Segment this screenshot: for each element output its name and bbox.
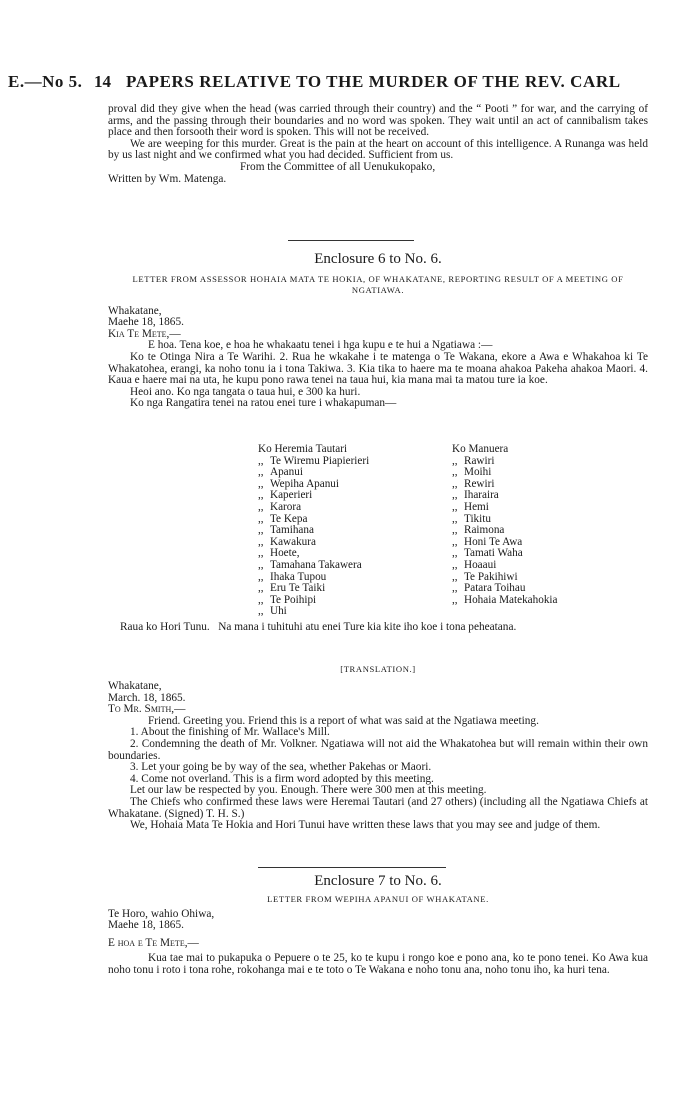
translation-salutation: To Mr. Smith,— — [108, 703, 186, 716]
enclosure-7-date: Maehe 18, 1865. — [108, 919, 184, 932]
section-divider — [288, 240, 414, 241]
closing-right: Na mana i tuhituhi atu enei Ture kia kite iho koe i tona peheatana. — [218, 621, 517, 633]
chief-name-text: Eru Te Taiki — [270, 582, 326, 595]
chief-name-text: Moihi — [464, 466, 492, 479]
chief-name-text: Rewiri — [464, 477, 495, 490]
translation-line-2: 1. About the finishing of Mr. Wallace's Mill. — [130, 726, 330, 739]
enclosure-6-subheading: LETTER FROM ASSESSOR HOHAIA MATA TE HOKIA, OF WHAKATANE, REPORTING RESULT OF A MEETING OF NGATIAWA. — [132, 273, 624, 295]
chief-name-text: Kawakura — [270, 535, 316, 548]
ditto-mark: ,, — [452, 489, 458, 502]
closing-left: Raua ko Hori Tunu. — [120, 621, 210, 633]
chief-name-text: Ko Heremia Tautari — [258, 443, 348, 455]
section-divider-2 — [258, 867, 446, 868]
chief-name-text: Karora — [270, 500, 302, 513]
chief-name-text: Te Wiremu Piapierieri — [270, 454, 370, 467]
ditto-mark: ,, — [452, 535, 458, 548]
ditto-mark: ,, — [258, 500, 264, 513]
translation-line-5: 4. Come not overland. This is a firm word adopted by this meeting. — [130, 772, 434, 785]
ditto-mark: ,, — [452, 582, 458, 595]
ditto-mark: ,, — [452, 558, 458, 571]
chief-name-text: Tikitu — [464, 512, 491, 525]
chief-name-right — [452, 595, 558, 607]
translation-place: Whakatane, — [108, 680, 162, 692]
ditto-mark: ,, — [452, 547, 458, 560]
ditto-mark: ,, — [258, 535, 264, 548]
document-reference: E.—No 5. — [8, 72, 83, 91]
intro-section — [108, 104, 648, 185]
translation-section — [108, 664, 648, 832]
chiefs-list-right — [452, 444, 558, 606]
ditto-mark: ,, — [258, 454, 264, 467]
ditto-mark: ,, — [258, 466, 264, 479]
chief-name-text: Hoete, — [270, 547, 300, 560]
enclosure-6-para-1: E hoa. Tena koe, e hoa he whakaatu tenei i hga kupu e te hui a Ngatiawa :— — [148, 339, 493, 352]
enclosure-6-para-3: Heoi ano. Ko nga tangata o taua hui, e 300 ka huri. — [130, 385, 361, 398]
chief-name-text: Te Pakihiwi — [464, 570, 518, 583]
chief-name-text: Tamati Waha — [464, 547, 523, 560]
enclosure-6-closing — [108, 622, 668, 634]
enclosure-6 — [108, 251, 648, 410]
translation-line-8: We, Hohaia Mata Te Hokia and Hori Tunui have written these laws that you may see and judge of them. — [130, 819, 601, 832]
chief-name-text: Hemi — [464, 500, 489, 513]
chief-name-left — [258, 606, 369, 618]
chief-name-text: Honi Te Awa — [464, 535, 523, 548]
ditto-mark: ,, — [258, 582, 264, 595]
translation-label: [TRANSLATION.] — [340, 664, 416, 674]
enclosure-7-subheading: LETTER FROM WEPIHA APANUI OF WHAKATANE. — [267, 893, 489, 904]
ditto-mark: ,, — [258, 558, 264, 571]
ditto-mark: ,, — [258, 477, 264, 490]
chief-name-text: Tamahana Takawera — [270, 558, 362, 571]
enclosure-6-date: Maehe 18, 1865. — [108, 316, 184, 329]
page-number: 14 — [94, 72, 111, 91]
enclosure-6-para-2: Ko te Otinga Nira a Te Warihi. 2. Rua he wkakahe i te matenga o Te Wakana, ekore a Awa e Whakahoa ki Te Whakatohea, erangi, ka noho tonu ia i tona Takiwa. 3. Kia tika to haere ma te moana ahakoa Pakeha ahakoa Maori. 4. Kaua e haere mai na uta, he kupu pono rawa tenei na taua hui, kia mana mai ta matou ture ia koe. — [108, 350, 648, 387]
chiefs-list-left — [258, 444, 369, 618]
enclosure-7-salutation: E hoa e Te Mete,— — [108, 936, 199, 949]
ditto-mark: ,, — [258, 605, 264, 618]
ditto-mark: ,, — [258, 489, 264, 502]
chief-name-text: Wepiha Apanui — [270, 477, 340, 490]
intro-paragraph-2: We are weeping for this murder. Great is the pain at the heart on account of this intelligence. A Runanga was held by us last night and we confirmed what you had decided. Sufficient from us. — [108, 137, 648, 162]
chief-name-text: Uhi — [270, 605, 287, 618]
chief-name-text: Iharaira — [464, 489, 499, 502]
translation-date: March. 18, 1865. — [108, 691, 186, 704]
enclosure-7-place: Te Horo, wahio Ohiwa, — [108, 907, 215, 920]
enclosure-6-heading: Enclosure 6 to No. 6. — [314, 251, 442, 267]
translation-line-7: The Chiefs who confirmed these laws were Heremai Tautari (and 27 others) (including all the Ngatiawa Chiefs at Whakatane. (Signed) T. H. S.) — [108, 795, 648, 820]
chief-name-text: Raimona — [464, 524, 505, 537]
ditto-mark: ,, — [452, 466, 458, 479]
chief-name-text: Patara Toihau — [464, 582, 526, 595]
chief-name-text: Te Kepa — [270, 512, 308, 525]
enclosure-7 — [108, 873, 648, 977]
enclosure-6-salutation: Kia Te Mete,— — [108, 327, 181, 340]
enclosure-6-para-4: Ko nga Rangatira tenei na ratou enei ture i whakapuman— — [130, 397, 397, 410]
chief-name-text: Ihaka Tupou — [270, 570, 327, 583]
ditto-mark: ,, — [452, 500, 458, 513]
written-by: Written by Wm. Matenga. — [108, 172, 227, 185]
chief-name-text: Rawiri — [464, 454, 495, 467]
translation-line-6: Let our law be respected by you. Enough. There were 300 men at this meeting. — [130, 784, 487, 797]
ditto-mark: ,, — [452, 477, 458, 490]
chief-name-text: Kaperieri — [270, 489, 313, 502]
intro-paragraph-1: proval did they give when the head (was carried through their country) and the “ Pooti ” for war, and the carrying of arms, and the passing through their boundaries and no word was spoken. They wait until an act of cannibalism takes place and then forsooth their word is spoken. This will not be received. — [108, 103, 648, 139]
translation-line-1: Friend. Greeting you. Friend this is a report of what was said at the Ngatiawa meeting. — [148, 714, 539, 727]
ditto-mark: ,, — [258, 547, 264, 560]
running-title: PAPERS RELATIVE TO THE MURDER OF THE REV. CARL — [126, 72, 621, 91]
chief-name-text: Te Poihipi — [270, 593, 317, 606]
ditto-mark: ,, — [258, 570, 264, 583]
ditto-mark: ,, — [452, 524, 458, 537]
translation-line-3: 2. Condemning the death of Mr. Volkner. Ngatiawa will not aid the Whakatohea but will remain within their own boundaries. — [108, 737, 648, 762]
ditto-mark: ,, — [452, 512, 458, 525]
chief-name-text: Ko Manuera — [452, 443, 509, 455]
enclosure-7-heading: Enclosure 7 to No. 6. — [314, 873, 442, 889]
committee-line: From the Committee of all Uenukukopako, — [240, 160, 436, 173]
ditto-mark: ,, — [258, 512, 264, 525]
ditto-mark: ,, — [258, 524, 264, 537]
ditto-mark: ,, — [452, 570, 458, 583]
translation-line-4: 3. Let your going be by way of the sea, whether Pakehas or Maori. — [130, 761, 432, 774]
chief-name-text: Apanui — [270, 466, 303, 479]
enclosure-6-place: Whakatane, — [108, 304, 162, 317]
chief-name-text: Hoaaui — [464, 558, 497, 571]
ditto-mark: ,, — [452, 593, 458, 606]
chief-name-text: Tamihana — [270, 524, 314, 537]
ditto-mark: ,, — [452, 454, 458, 467]
ditto-mark: ,, — [258, 593, 264, 606]
running-header — [8, 72, 692, 96]
chief-name-text: Hohaia Matekahokia — [464, 593, 558, 606]
enclosure-7-para: Kua tae mai to pukapuka o Pepuere o te 25, ko te kupu i rongo koe e pono ana, ko te pono tenei. Ko Awa kua noho tonu i roto i tona rohe, rokohanga mai e te toto o Te Wakana e noho tonu ana, noho tonu iho, ka huri tena. — [108, 952, 648, 976]
